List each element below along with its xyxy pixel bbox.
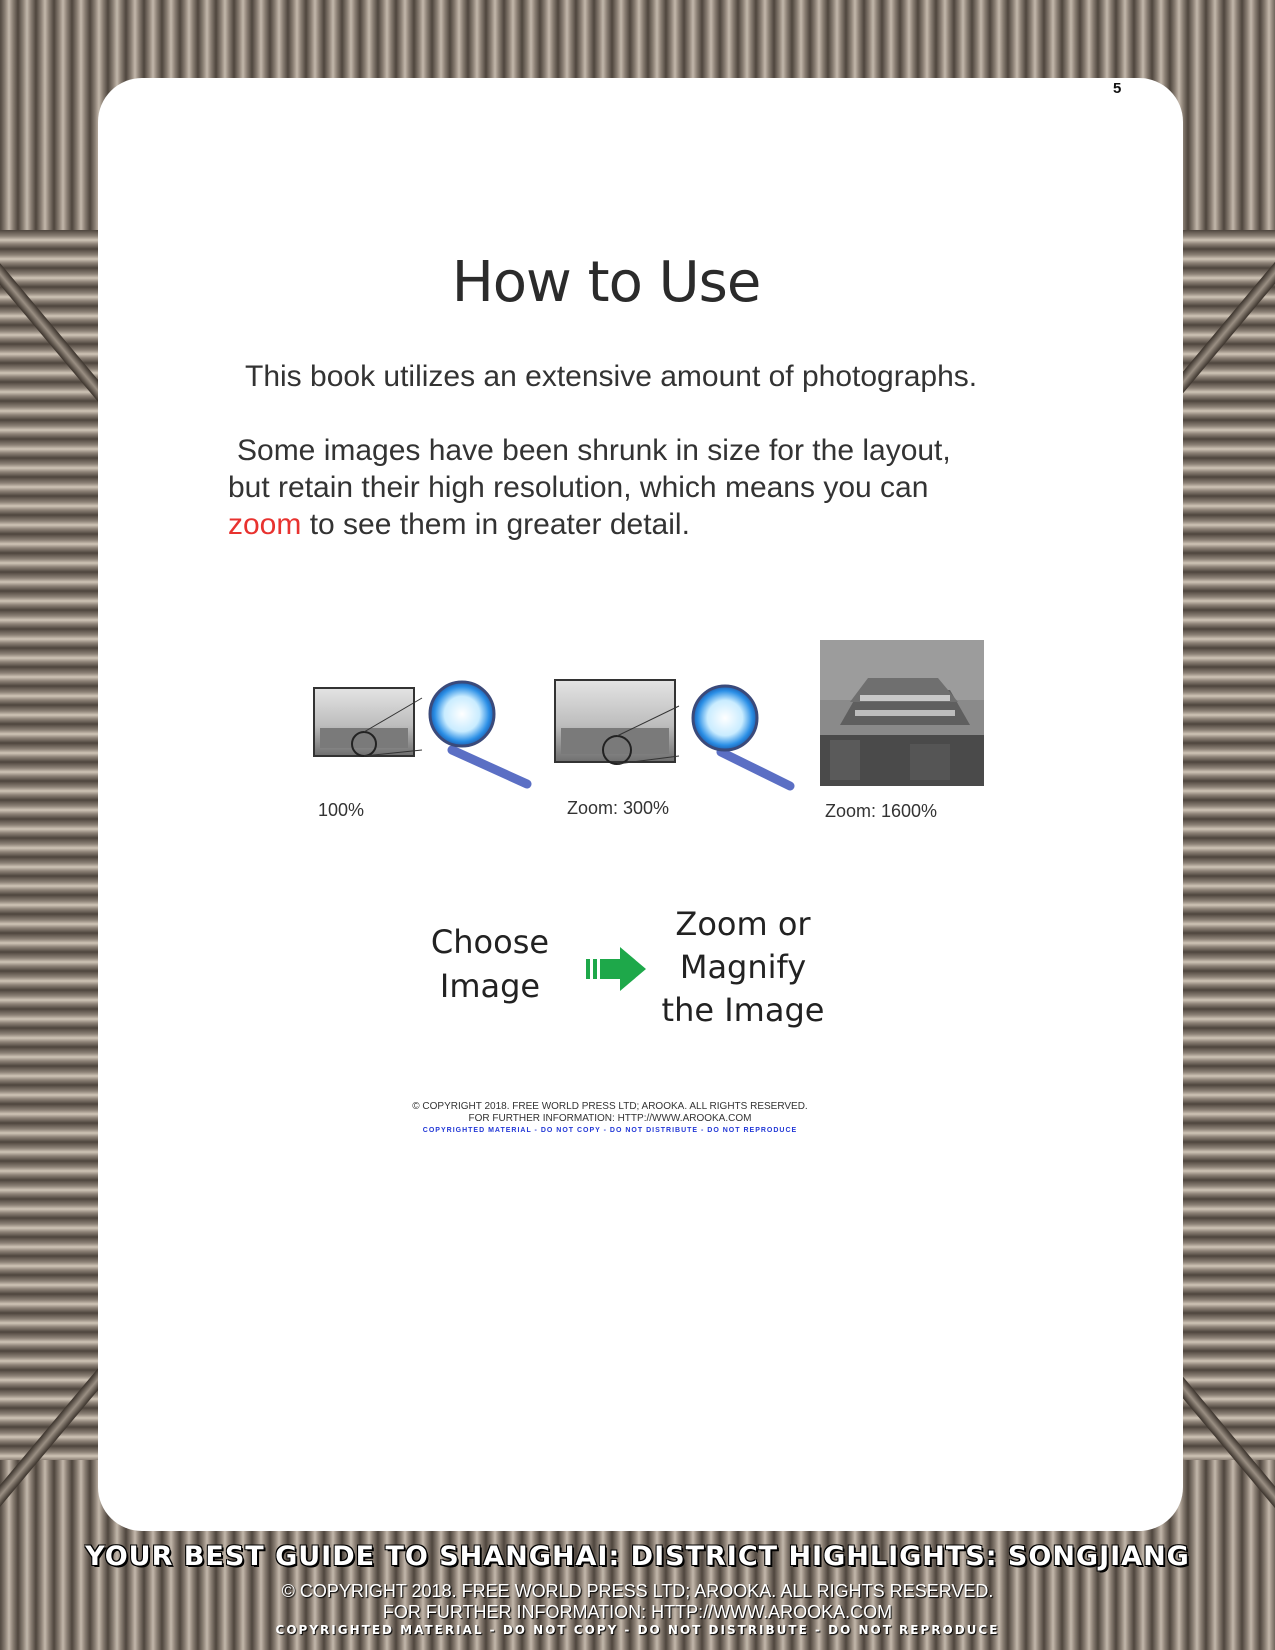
footer-warning: COPYRIGHTED MATERIAL - DO NOT COPY - DO NOT DISTRIBUTE - DO NOT REPRODUCE <box>275 1623 1000 1637</box>
page-copyright <box>360 1101 860 1137</box>
caption-1600: Zoom: 1600% <box>825 801 938 821</box>
page-copyright-line-1: © COPYRIGHT 2018. FREE WORLD PRESS LTD; AROOKA. ALL RIGHTS RESERVED. <box>412 1101 808 1112</box>
choose-image-label <box>420 920 560 1008</box>
body-line-3-rest: to see them in greater detail. <box>301 508 690 541</box>
caption-300: Zoom: 300% <box>567 798 670 818</box>
page-title: How to Use <box>451 250 761 315</box>
magnify-line-2: Magnify <box>679 948 807 986</box>
intro-text: This book utilizes an extensive amount of photographs. <box>245 360 978 393</box>
body-line-3 <box>228 506 1028 543</box>
zoom-highlight: zoom <box>228 508 302 541</box>
page-copyright-warning: COPYRIGHTED MATERIAL - DO NOT COPY - DO NOT DISTRIBUTE - DO NOT REPRODUCE <box>422 1127 798 1134</box>
magnify-line-1: Zoom or <box>675 905 811 943</box>
zoom-1600-figure <box>820 640 984 786</box>
zoom-100-figure <box>312 680 542 790</box>
arrow-right-icon <box>586 945 648 993</box>
magnify-line-3: the Image <box>661 991 825 1029</box>
choose-line-2: Image <box>439 967 541 1005</box>
body-line-1: Some images have been shrunk in size for the layout, <box>237 434 951 467</box>
body-paragraph <box>228 432 1028 543</box>
caption-100: 100% <box>318 800 365 820</box>
zoom-300-figure <box>553 676 798 794</box>
footer-copyright <box>0 1581 1275 1623</box>
footer-copyright-line-1: © COPYRIGHT 2018. FREE WORLD PRESS LTD; AROOKA. ALL RIGHTS RESERVED. <box>281 1581 994 1601</box>
zoom-magnify-label <box>648 903 838 1032</box>
body-line-2: but retain their high resolution, which means you can <box>228 471 929 504</box>
choose-line-1: Choose <box>430 923 550 961</box>
guide-title: YOUR BEST GUIDE TO SHANGHAI: DISTRICT HIGHLIGHTS: SONGJIANG <box>85 1541 1190 1572</box>
page-copyright-line-2: FOR FURTHER INFORMATION: HTTP://WWW.AROOKA.COM <box>468 1113 752 1124</box>
footer-copyright-line-2: FOR FURTHER INFORMATION: HTTP://WWW.AROOKA.COM <box>382 1602 893 1622</box>
page-number: 5 <box>1113 80 1122 97</box>
background-texture-left <box>0 230 110 1460</box>
